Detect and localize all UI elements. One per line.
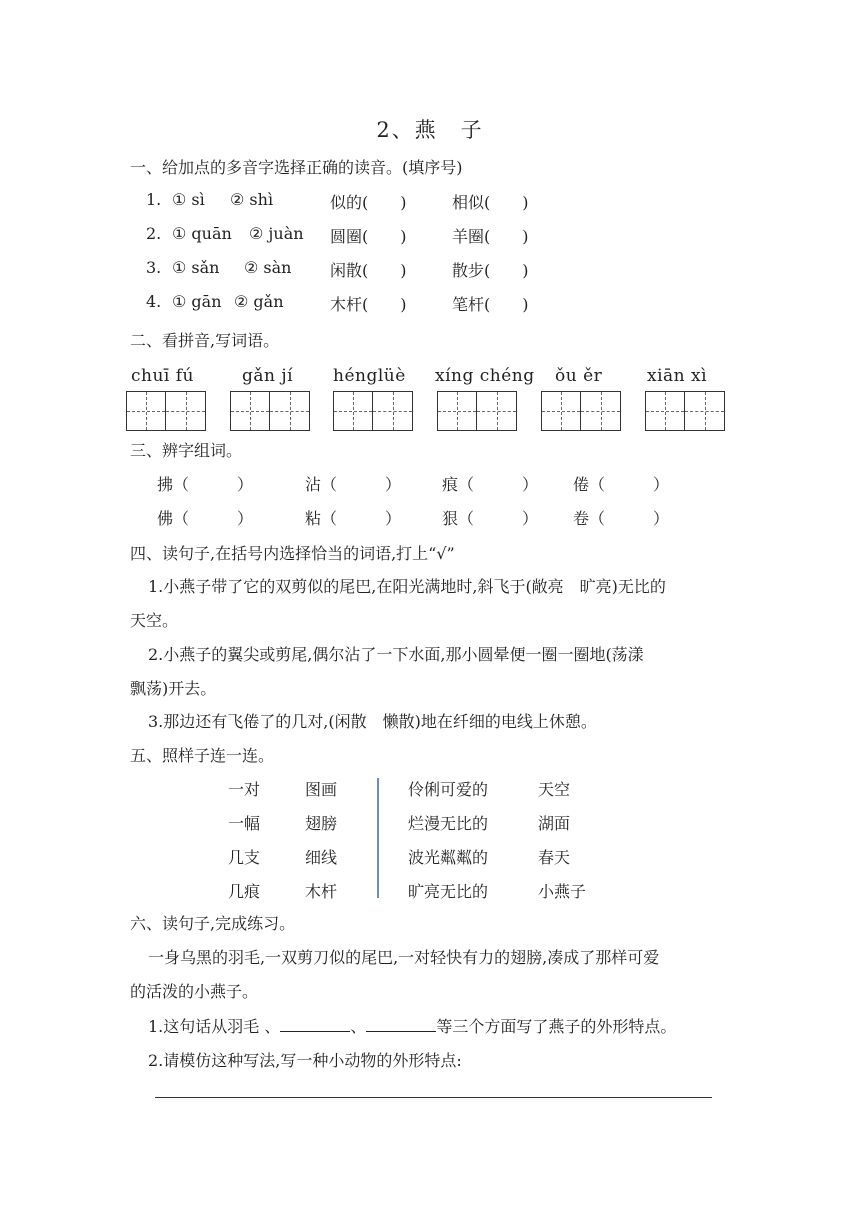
answer-blank-2[interactable] <box>366 1017 436 1032</box>
writing-grid-3[interactable] <box>333 391 413 431</box>
s1-row-1-word1: 似的( ) <box>330 193 407 212</box>
pinyin-3: hénglüè <box>333 366 406 386</box>
s5-colC-2: 烂漫无比的 <box>408 814 489 833</box>
s5-colB-1: 图画 <box>305 780 338 799</box>
writing-cell[interactable] <box>646 392 685 430</box>
s6-question-2: 2.请模仿这种写法,写一种小动物的外形特点: <box>148 1051 462 1070</box>
writing-grid-1[interactable] <box>126 391 206 431</box>
s5-colC-1: 伶俐可爱的 <box>408 780 489 799</box>
s1-row-4-word1: 木杆( ) <box>330 295 407 314</box>
writing-cell[interactable] <box>438 392 477 430</box>
s5-colA-1: 一对 <box>228 780 261 799</box>
section-2-heading: 二、看拼音,写词语。 <box>130 331 280 350</box>
s4-line-2: 天空。 <box>130 611 179 630</box>
s1-row-4-opt2: ② gǎn <box>234 292 284 311</box>
writing-cell[interactable] <box>542 392 581 430</box>
s4-line-4: 飘荡)开去。 <box>130 679 217 698</box>
s1-row-3-opt2: ② sàn <box>244 258 292 277</box>
pinyin-4: xíng chéng <box>435 366 535 386</box>
s1-row-1-opt1: ① sì <box>172 190 205 209</box>
s3-item-2: 沾（ ） <box>305 475 402 494</box>
s1-row-3-num: 3. <box>146 258 162 277</box>
pinyin-5: ǒu ěr <box>555 366 603 386</box>
s3-item-5: 佛（ ） <box>157 509 254 528</box>
writing-cell[interactable] <box>334 392 373 430</box>
s5-colB-4: 木杆 <box>305 882 338 901</box>
s1-row-2-opt2: ② juàn <box>249 224 304 243</box>
s3-item-3: 痕（ ） <box>442 475 539 494</box>
s1-row-1-num: 1. <box>146 190 162 209</box>
s1-row-2-num: 2. <box>146 224 162 243</box>
s6-q1-separator: 、 <box>350 1017 367 1036</box>
s1-row-2-opt1: ① quān <box>172 224 232 243</box>
s1-row-3-opt1: ① sǎn <box>172 258 220 277</box>
s1-row-4-num: 4. <box>146 292 162 311</box>
s5-colA-2: 一幅 <box>228 814 261 833</box>
s3-item-1: 拂（ ） <box>157 475 254 494</box>
writing-cell[interactable] <box>373 392 412 430</box>
s6-question-1 <box>148 1014 676 1037</box>
s1-row-2-word1: 圆圈( ) <box>330 227 407 246</box>
s5-colC-4: 旷亮无比的 <box>408 882 489 901</box>
page-title: 2、燕 子 <box>376 118 484 142</box>
s3-item-4: 倦（ ） <box>573 475 670 494</box>
writing-grid-2[interactable] <box>230 391 310 431</box>
s1-row-3-word2: 散步( ) <box>452 261 529 280</box>
s1-row-1-word2: 相似( ) <box>452 193 529 212</box>
s1-row-2-word2: 羊圈( ) <box>452 227 529 246</box>
writing-cell[interactable] <box>270 392 309 430</box>
s5-colD-1: 天空 <box>538 780 571 799</box>
s3-item-6: 粘（ ） <box>305 509 402 528</box>
section-5-heading: 五、照样子连一连。 <box>130 746 275 765</box>
s5-colA-4: 几痕 <box>228 882 261 901</box>
section-4-heading: 四、读句子,在括号内选择恰当的词语,打上“√” <box>130 544 455 563</box>
s5-colA-3: 几支 <box>228 848 261 867</box>
answer-writing-line[interactable] <box>155 1097 712 1098</box>
s5-colD-3: 春天 <box>538 848 571 867</box>
s5-colD-2: 湖面 <box>538 814 571 833</box>
answer-blank-1[interactable] <box>280 1017 350 1032</box>
writing-cell[interactable] <box>581 392 620 430</box>
s5-colB-2: 翅膀 <box>305 814 338 833</box>
section-3-heading: 三、辨字组词。 <box>130 441 243 460</box>
s1-row-1-opt2: ② shì <box>230 190 274 209</box>
s5-colD-4: 小燕子 <box>538 882 587 901</box>
pinyin-1: chuī fú <box>131 366 194 386</box>
s6-paragraph-line-2: 的活泼的小燕子。 <box>130 982 259 1001</box>
pinyin-2: gǎn jí <box>242 366 294 386</box>
s1-row-4-opt1: ① gān <box>172 292 222 311</box>
writing-cell[interactable] <box>127 392 166 430</box>
writing-grid-6[interactable] <box>645 391 725 431</box>
writing-grid-4[interactable] <box>437 391 517 431</box>
s5-colC-3: 波光粼粼的 <box>408 848 489 867</box>
s1-row-3-word1: 闲散( ) <box>330 261 407 280</box>
s6-q1-prefix: 1.这句话从羽毛 、 <box>148 1017 281 1036</box>
column-divider <box>377 778 379 898</box>
writing-grid-5[interactable] <box>541 391 621 431</box>
s5-colB-3: 细线 <box>305 848 338 867</box>
writing-cell[interactable] <box>166 392 205 430</box>
writing-cell[interactable] <box>477 392 516 430</box>
writing-cell[interactable] <box>685 392 724 430</box>
s1-row-4-word2: 笔杆( ) <box>452 295 529 314</box>
section-1-heading: 一、给加点的多音字选择正确的读音。(填序号) <box>130 158 463 177</box>
s4-line-3: 2.小燕子的翼尖或剪尾,偶尔沾了一下水面,那小圆晕便一圈一圈地(荡漾 <box>148 645 644 664</box>
s3-item-7: 狠（ ） <box>442 509 539 528</box>
writing-cell[interactable] <box>231 392 270 430</box>
section-6-heading: 六、读句子,完成练习。 <box>130 914 296 933</box>
s6-paragraph-line-1: 一身乌黑的羽毛,一双剪刀似的尾巴,一对轻快有力的翅膀,凑成了那样可爱 <box>148 948 660 967</box>
s6-q1-suffix: 等三个方面写了燕子的外形特点。 <box>436 1017 677 1036</box>
s3-item-8: 卷（ ） <box>573 509 670 528</box>
s4-line-5: 3.那边还有飞倦了的几对,(闲散 懒散)地在纤细的电线上休憩。 <box>148 712 597 731</box>
s4-line-1: 1.小燕子带了它的双剪似的尾巴,在阳光满地时,斜飞于(敞亮 旷亮)无比的 <box>148 577 666 596</box>
pinyin-6: xiān xì <box>647 366 708 386</box>
